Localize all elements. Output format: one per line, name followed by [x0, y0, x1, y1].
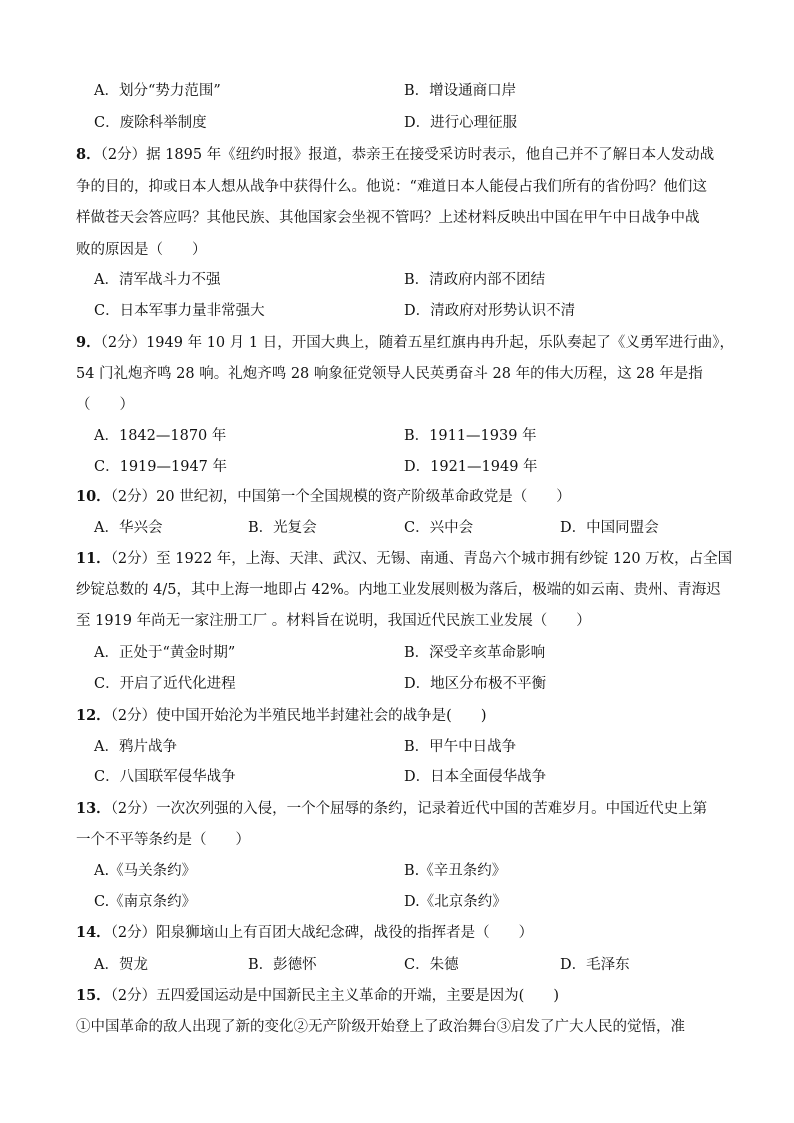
question-number: 8． [76, 146, 101, 163]
option-d[interactable]: D．进行心理征服 [404, 115, 518, 131]
option-b[interactable]: B．增设通商口岸 [404, 83, 517, 99]
option-d[interactable]: D．地区分布极不平衡 [404, 676, 547, 692]
question-number: 11． [76, 550, 111, 567]
question-number: 14． [76, 924, 111, 941]
question-14-line-1 [76, 923, 533, 943]
question-text: （2分）阳泉狮垴山上有百团大战纪念碑，战役的指挥者是（ ） [110, 925, 534, 941]
option-d[interactable]: D.《北京条约》 [404, 894, 507, 910]
question-9-line-1 [76, 333, 734, 353]
question-8-line-4: 败的原因是（ ） [76, 242, 207, 258]
option-d[interactable]: D．1921—1949 年 [404, 459, 538, 475]
question-number: 15． [76, 987, 111, 1004]
option-b[interactable]: B．1911—1939 年 [404, 428, 537, 444]
question-8-line-3: 样做苍天会答应吗？其他民族、其他国家会坐视不管吗？上述材料反映出中国在甲午中日战争中战 [76, 210, 700, 226]
option-a[interactable]: A．贺龙 [94, 957, 148, 973]
option-a[interactable]: A．划分“势力范围” [94, 83, 221, 99]
option-d[interactable]: D．中国同盟会 [560, 520, 659, 536]
option-d[interactable]: D．清政府对形势认识不清 [404, 303, 576, 319]
option-b[interactable]: B．彭德怀 [248, 957, 317, 973]
question-13-line-2: 一个不平等条约是（ ） [76, 832, 250, 848]
option-b[interactable]: B．深受辛亥革命影响 [404, 645, 546, 661]
question-text: （2分）使中国开始沦为半殖民地半封建社会的战争是( ) [110, 708, 487, 724]
option-d[interactable]: D．毛泽东 [560, 957, 630, 973]
question-number: 13． [76, 800, 111, 817]
option-c[interactable]: C．1919—1947 年 [94, 459, 228, 475]
option-a[interactable]: A．1842—1870 年 [94, 428, 227, 444]
option-a[interactable]: A．正处于“黄金时期” [94, 645, 236, 661]
option-b[interactable]: B．光复会 [248, 520, 317, 536]
option-b[interactable]: B．甲午中日战争 [404, 739, 517, 755]
option-c[interactable]: C．兴中会 [404, 520, 474, 536]
question-10-line-1 [76, 487, 571, 507]
question-15-line-1 [76, 986, 559, 1006]
option-b[interactable]: B.《辛丑条约》 [404, 863, 507, 879]
option-a[interactable]: A．清军战斗力不强 [94, 272, 221, 288]
option-a[interactable]: A．华兴会 [94, 520, 163, 536]
question-13-line-1 [76, 799, 707, 819]
option-c[interactable]: C．八国联军侵华战争 [94, 769, 236, 785]
option-c[interactable]: C．朱德 [404, 957, 459, 973]
question-number: 10． [76, 488, 111, 505]
question-12-line-1 [76, 706, 486, 726]
question-9-line-3: （ ） [76, 397, 134, 413]
question-8-line-1 [76, 145, 714, 165]
question-number: 12． [76, 707, 111, 724]
question-text: （2分）1949 年 10 月 1 日，开国大典上，随着五星红旗冉冉升起，乐队奏起了《义勇军进行曲》， [100, 335, 734, 351]
question-text: （2分）五四爱国运动是中国新民主主义革命的开端，主要是因为( ) [110, 988, 559, 1004]
option-c[interactable]: C．开启了近代化进程 [94, 676, 236, 692]
option-c[interactable]: C.《南京条约》 [94, 894, 197, 910]
question-text: （2分）一次次列强的入侵，一个个屈辱的条约，记录着近代中国的苦难岁月。中国近代史上第 [110, 801, 708, 817]
question-8-line-2: 争的目的，抑或日本人想从战争中获得什么。他说：“难道日本人能侵占我们所有的省份吗？他们这 [76, 179, 707, 195]
question-text: （2分）至 1922 年，上海、天津、武汉、无锡、南通、青岛六个城市拥有纱锭 120 万枚，占全国 [110, 551, 733, 567]
question-9-line-2: 54 门礼炮齐鸣 28 响。礼炮齐鸣 28 响象征党领导人民英勇奋斗 28 年的伟大历程，这 28 年是指 [76, 366, 703, 382]
question-15-line-2: ①中国革命的敌人出现了新的变化②无产阶级开始登上了政治舞台③启发了广大人民的觉悟，准 [76, 1019, 685, 1035]
question-11-line-3: 至 1919 年尚无一家注册工厂 。材料旨在说明，我国近代民族工业发展（ ） [76, 613, 591, 629]
option-c[interactable]: C．日本军事力量非常强大 [94, 303, 265, 319]
option-b[interactable]: B．清政府内部不团结 [404, 272, 546, 288]
question-text: （2分）20 世纪初，中国第一个全国规模的资产阶级革命政党是（ ） [110, 489, 571, 505]
option-a[interactable]: A．鸦片战争 [94, 739, 177, 755]
option-d[interactable]: D．日本全面侵华战争 [404, 769, 547, 785]
question-11-line-1 [76, 549, 732, 569]
option-c[interactable]: C．废除科举制度 [94, 115, 207, 131]
question-number: 9． [76, 334, 101, 351]
question-text: （2分）据 1895 年《纽约时报》报道，恭亲王在接受采访时表示，他自己并不了解日本人发动战 [100, 147, 715, 163]
option-a[interactable]: A.《马关条约》 [94, 863, 197, 879]
question-11-line-2: 纱锭总数的 4/5，其中上海一地即占 42%。内地工业发展则极为落后，极端的如云南、贵州、青海迟 [76, 582, 721, 598]
